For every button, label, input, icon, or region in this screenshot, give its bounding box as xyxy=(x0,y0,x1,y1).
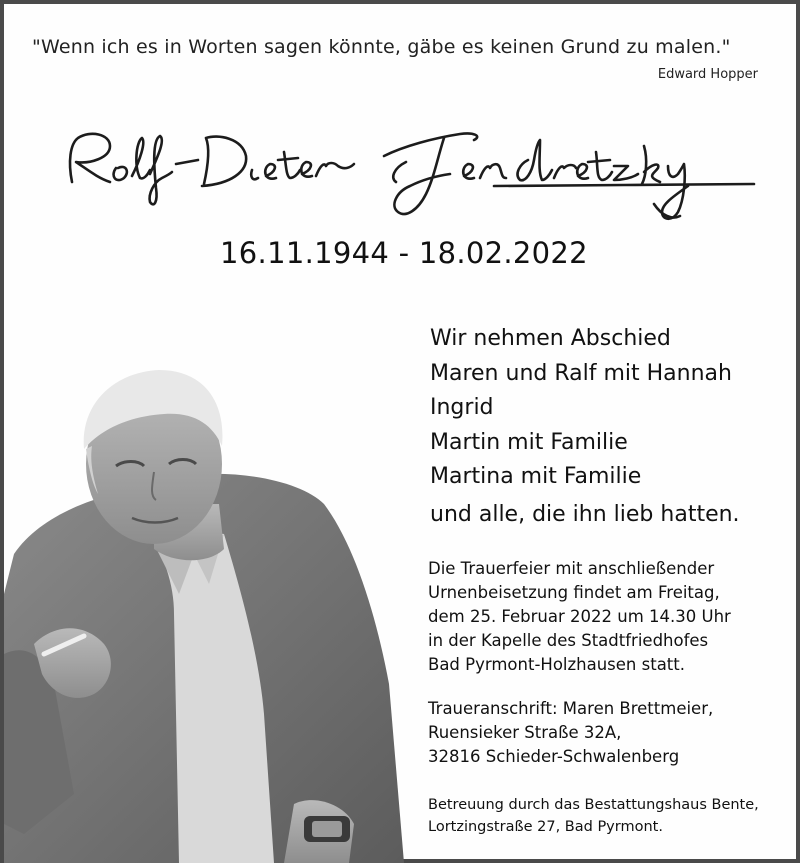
mourners-list xyxy=(430,322,740,532)
ceremony-line: dem 25. Februar 2022 um 14.30 Uhr xyxy=(428,607,731,626)
ceremony-line: Urnenbeisetzung findet am Freitag, xyxy=(428,583,720,602)
mourner-line: Martina mit Familie xyxy=(430,464,642,489)
ceremony-line: in der Kapelle des Stadtfriedhofes xyxy=(428,631,709,650)
quote-author: Edward Hopper xyxy=(657,67,758,82)
address-line: Ruensieker Straße 32A, xyxy=(428,723,622,742)
ceremony-info xyxy=(428,557,731,677)
address-line: 32816 Schieder-Schwalenberg xyxy=(428,747,680,766)
mourning-address xyxy=(428,697,713,769)
ceremony-line: Bad Pyrmont-Holzhausen statt. xyxy=(428,655,685,674)
mourner-line: Ingrid xyxy=(430,395,494,420)
mourner-line: Wir nehmen Abschied xyxy=(430,326,671,351)
undertaker-line: Lortzingstraße 27, Bad Pyrmont. xyxy=(428,818,663,835)
mourner-line: Maren und Ralf mit Hannah xyxy=(430,360,732,386)
undertaker-line: Betreuung durch das Bestattungshaus Bente, xyxy=(428,797,759,813)
portrait-photo xyxy=(4,354,424,863)
mourners-closing: und alle, die ihn lieb hatten. xyxy=(430,501,740,527)
quote-text: "Wenn ich es in Worten sagen könnte, gäbe es keinen Grund zu malen." xyxy=(32,36,731,58)
address-line: Traueranschrift: Maren Brettmeier, xyxy=(428,699,714,718)
life-dates: 16.11.1944 - 18.02.2022 xyxy=(220,236,588,270)
undertaker-info xyxy=(428,795,759,838)
ceremony-line: Die Trauerfeier mit anschließender xyxy=(428,559,715,578)
handwritten-signature xyxy=(54,116,774,236)
mourner-line: Martin mit Familie xyxy=(430,429,628,455)
